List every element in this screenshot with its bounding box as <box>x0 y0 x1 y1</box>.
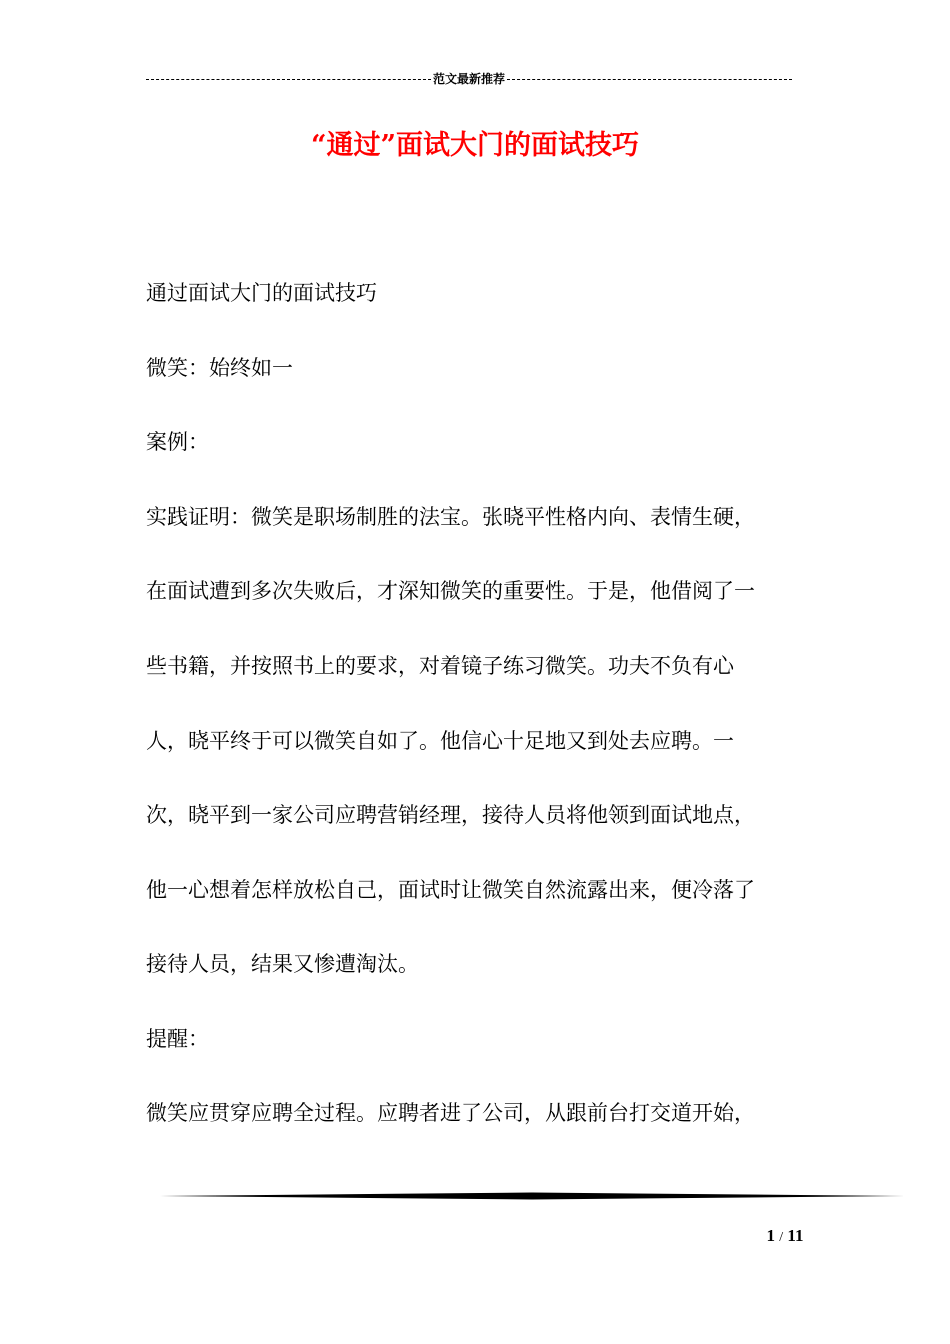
header-dash-left <box>146 79 431 80</box>
page-number <box>745 1226 825 1246</box>
body-line: 些书籍，并按照书上的要求，对着镜子练习微笑。功夫不负有心 <box>146 654 734 678</box>
page-separator: / <box>779 1230 784 1245</box>
body-line: 人，晓平终于可以微笑自如了。他信心十足地又到处去应聘。一 <box>146 729 734 753</box>
body-line-case-label: 案例： <box>146 430 209 454</box>
body-line-heading-smile: 微笑：始终如一 <box>146 356 293 380</box>
body-line-reminder-label: 提醒： <box>146 1027 209 1051</box>
body-line: 他一心想着怎样放松自己，面试时让微笑自然流露出来，便冷落了 <box>146 878 755 902</box>
body-line-subtitle: 通过面试大门的面试技巧 <box>146 281 377 305</box>
body-line: 次，晓平到一家公司应聘营销经理，接待人员将他领到面试地点， <box>146 803 755 827</box>
footer-rule <box>160 1191 905 1201</box>
page-header <box>146 68 792 88</box>
header-label: 范文最新推荐 <box>433 71 506 86</box>
document-title: “通过”面试大门的面试技巧 <box>310 130 640 161</box>
body-line: 在面试遭到多次失败后，才深知微笑的重要性。于是，他借阅了一 <box>146 579 755 603</box>
page-current: 1 <box>766 1226 776 1245</box>
body-line: 实践证明：微笑是职场制胜的法宝。张晓平性格内向、表情生硬， <box>146 505 755 529</box>
body-line: 接待人员，结果又惨遭淘汰。 <box>146 952 419 976</box>
body-line: 微笑应贯穿应聘全过程。应聘者进了公司，从跟前台打交道开始， <box>146 1101 755 1125</box>
page-total: 11 <box>787 1226 804 1245</box>
header-dash-right <box>507 79 792 80</box>
